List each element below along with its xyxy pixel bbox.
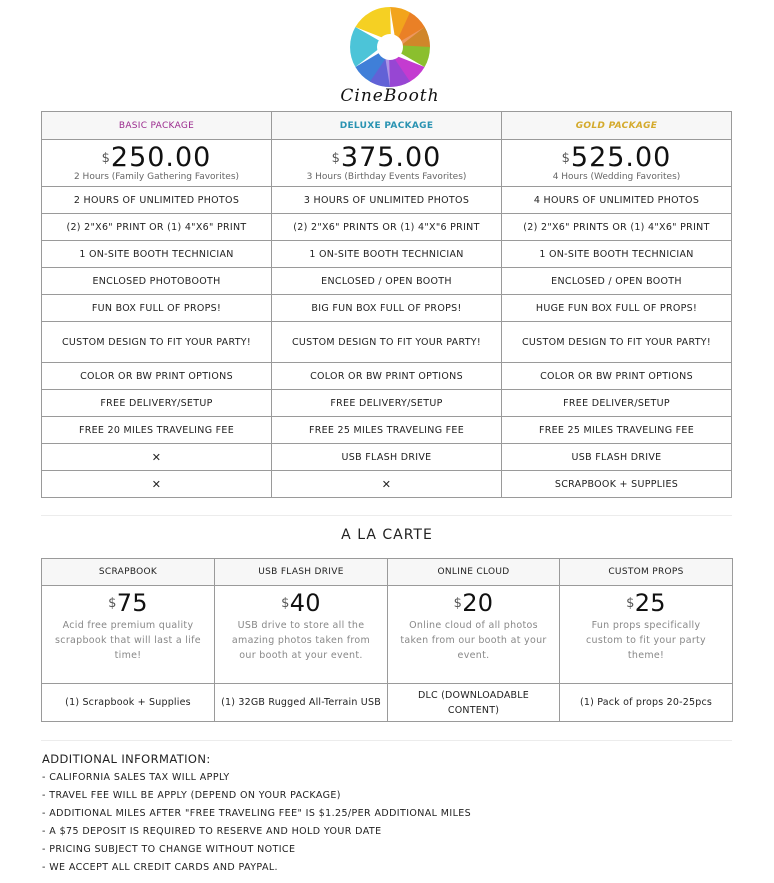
- feature-cell: USB FLASH DRIVE: [502, 444, 732, 471]
- feature-cell: COLOR OR BW PRINT OPTIONS: [502, 363, 732, 390]
- a-la-carte-title: A LA CARTE: [341, 527, 433, 543]
- item-includes: (1) Scrapbook + Supplies: [42, 684, 215, 722]
- item-header-cloud: ONLINE CLOUD: [388, 559, 560, 586]
- price-subtitle: 3 Hours (Birthday Events Favorites): [306, 172, 467, 182]
- feature-row: [42, 471, 732, 498]
- a-la-carte-includes-row: [42, 684, 733, 722]
- item-includes: (1) Pack of props 20-25pcs: [560, 684, 733, 722]
- basic-price: $250.00 2 Hours (Family Gathering Favorites): [42, 140, 272, 187]
- info-item: - PRICING SUBJECT TO CHANGE WITHOUT NOTICE: [42, 844, 296, 855]
- feature-cell: 1 ON-SITE BOOTH TECHNICIAN: [42, 241, 272, 268]
- additional-information: [42, 752, 471, 877]
- item-props: $25 Fun props specifically custom to fit your party theme!: [560, 586, 733, 684]
- feature-cell: CUSTOM DESIGN TO FIT YOUR PARTY!: [502, 322, 732, 363]
- price-subtitle: 4 Hours (Wedding Favorites): [552, 172, 681, 182]
- feature-row: [42, 187, 732, 214]
- package-pricing-table: [41, 111, 732, 498]
- not-included-icon: ✕: [42, 471, 272, 498]
- feature-cell: CUSTOM DESIGN TO FIT YOUR PARTY!: [272, 322, 502, 363]
- brand-name: CineBooth: [340, 86, 440, 106]
- a-la-carte-body-row: [42, 586, 733, 684]
- package-header-row: [42, 112, 732, 140]
- item-header-props: CUSTOM PROPS: [560, 559, 733, 586]
- feature-row: [42, 444, 732, 471]
- feature-row: [42, 363, 732, 390]
- feature-cell: FREE DELIVER/SETUP: [502, 390, 732, 417]
- gold-price: $525.00 4 Hours (Wedding Favorites): [502, 140, 732, 187]
- feature-cell: (2) 2"X6" PRINTS OR (1) 4"X6" PRINT: [502, 214, 732, 241]
- item-description: Acid free premium quality scrapbook that will last a life time!: [55, 620, 201, 661]
- feature-cell: BIG FUN BOX FULL OF PROPS!: [272, 295, 502, 322]
- feature-cell: 3 HOURS OF UNLIMITED PHOTOS: [272, 187, 502, 214]
- feature-cell: CUSTOM DESIGN TO FIT YOUR PARTY!: [42, 322, 272, 363]
- item-usb: $40 USB drive to store all the amazing photos taken from our booth at your event.: [215, 586, 388, 684]
- item-scrapbook: $75 Acid free premium quality scrapbook that will last a life time!: [42, 586, 215, 684]
- info-item: - CALIFORNIA SALES TAX WILL APPLY: [42, 772, 230, 783]
- not-included-icon: ✕: [42, 444, 272, 471]
- section-divider: [41, 740, 732, 741]
- price-subtitle: 2 Hours (Family Gathering Favorites): [73, 172, 240, 182]
- feature-cell: COLOR OR BW PRINT OPTIONS: [42, 363, 272, 390]
- deluxe-package-header: DELUXE PACKAGE: [272, 112, 502, 140]
- info-item: - A $75 DEPOSIT IS REQUIRED TO RESERVE AND HOLD YOUR DATE: [42, 826, 382, 837]
- feature-row: [42, 417, 732, 444]
- feature-cell: 2 HOURS OF UNLIMITED PHOTOS: [42, 187, 272, 214]
- feature-row: [42, 268, 732, 295]
- feature-cell: (2) 2"X6" PRINT OR (1) 4"X6" PRINT: [42, 214, 272, 241]
- feature-cell: FREE DELIVERY/SETUP: [42, 390, 272, 417]
- item-description: Fun props specifically custom to fit your party theme!: [586, 620, 706, 661]
- feature-cell: 4 HOURS OF UNLIMITED PHOTOS: [502, 187, 732, 214]
- feature-cell: COLOR OR BW PRINT OPTIONS: [272, 363, 502, 390]
- item-description: Online cloud of all photos taken from our booth at your event.: [400, 620, 547, 661]
- info-item: - TRAVEL FEE WILL BE APPLY (DEPEND ON YOUR PACKAGE): [42, 790, 341, 801]
- feature-row: [42, 390, 732, 417]
- item-cloud: $20 Online cloud of all photos taken from our booth at your event.: [388, 586, 560, 684]
- feature-cell: 1 ON-SITE BOOTH TECHNICIAN: [502, 241, 732, 268]
- item-description: USB drive to store all the amazing photos taken from our booth at your event.: [231, 620, 371, 661]
- feature-cell: ENCLOSED PHOTOBOOTH: [42, 268, 272, 295]
- brand-logo: [300, 6, 480, 106]
- feature-cell: USB FLASH DRIVE: [272, 444, 502, 471]
- info-item: - WE ACCEPT ALL CREDIT CARDS AND PAYPAL.: [42, 862, 278, 873]
- feature-row: [42, 241, 732, 268]
- feature-cell: ENCLOSED / OPEN BOOTH: [502, 268, 732, 295]
- feature-row: [42, 295, 732, 322]
- a-la-carte-table: [41, 558, 733, 722]
- feature-cell: HUGE FUN BOX FULL OF PROPS!: [502, 295, 732, 322]
- feature-cell: SCRAPBOOK + SUPPLIES: [502, 471, 732, 498]
- item-includes: (1) 32GB Rugged All-Terrain USB: [215, 684, 388, 722]
- feature-cell: FREE 25 MILES TRAVELING FEE: [272, 417, 502, 444]
- additional-info-title: ADDITIONAL INFORMATION:: [42, 752, 211, 766]
- feature-cell: ENCLOSED / OPEN BOOTH: [272, 268, 502, 295]
- feature-cell: FREE DELIVERY/SETUP: [272, 390, 502, 417]
- feature-cell: FREE 25 MILES TRAVELING FEE: [502, 417, 732, 444]
- item-header-scrapbook: SCRAPBOOK: [42, 559, 215, 586]
- basic-package-header: BASIC PACKAGE: [42, 112, 272, 140]
- item-includes: DLC (DOWNLOADABLE CONTENT): [388, 684, 560, 722]
- feature-row: [42, 322, 732, 363]
- gold-package-header: GOLD PACKAGE: [502, 112, 732, 140]
- deluxe-price: $375.00 3 Hours (Birthday Events Favorites): [272, 140, 502, 187]
- not-included-icon: ✕: [272, 471, 502, 498]
- feature-cell: FUN BOX FULL OF PROPS!: [42, 295, 272, 322]
- section-divider: [41, 515, 732, 516]
- feature-cell: 1 ON-SITE BOOTH TECHNICIAN: [272, 241, 502, 268]
- item-header-usb: USB FLASH DRIVE: [215, 559, 388, 586]
- a-la-carte-header-row: [42, 559, 733, 586]
- feature-cell: (2) 2"X6" PRINTS OR (1) 4"X"6 PRINT: [272, 214, 502, 241]
- feature-row: [42, 214, 732, 241]
- info-item: - ADDITIONAL MILES AFTER "FREE TRAVELING FEE" IS $1.25/PER ADDITIONAL MILES: [42, 808, 472, 819]
- feature-cell: FREE 20 MILES TRAVELING FEE: [42, 417, 272, 444]
- package-price-row: [42, 140, 732, 187]
- camera-aperture-icon: [349, 6, 431, 88]
